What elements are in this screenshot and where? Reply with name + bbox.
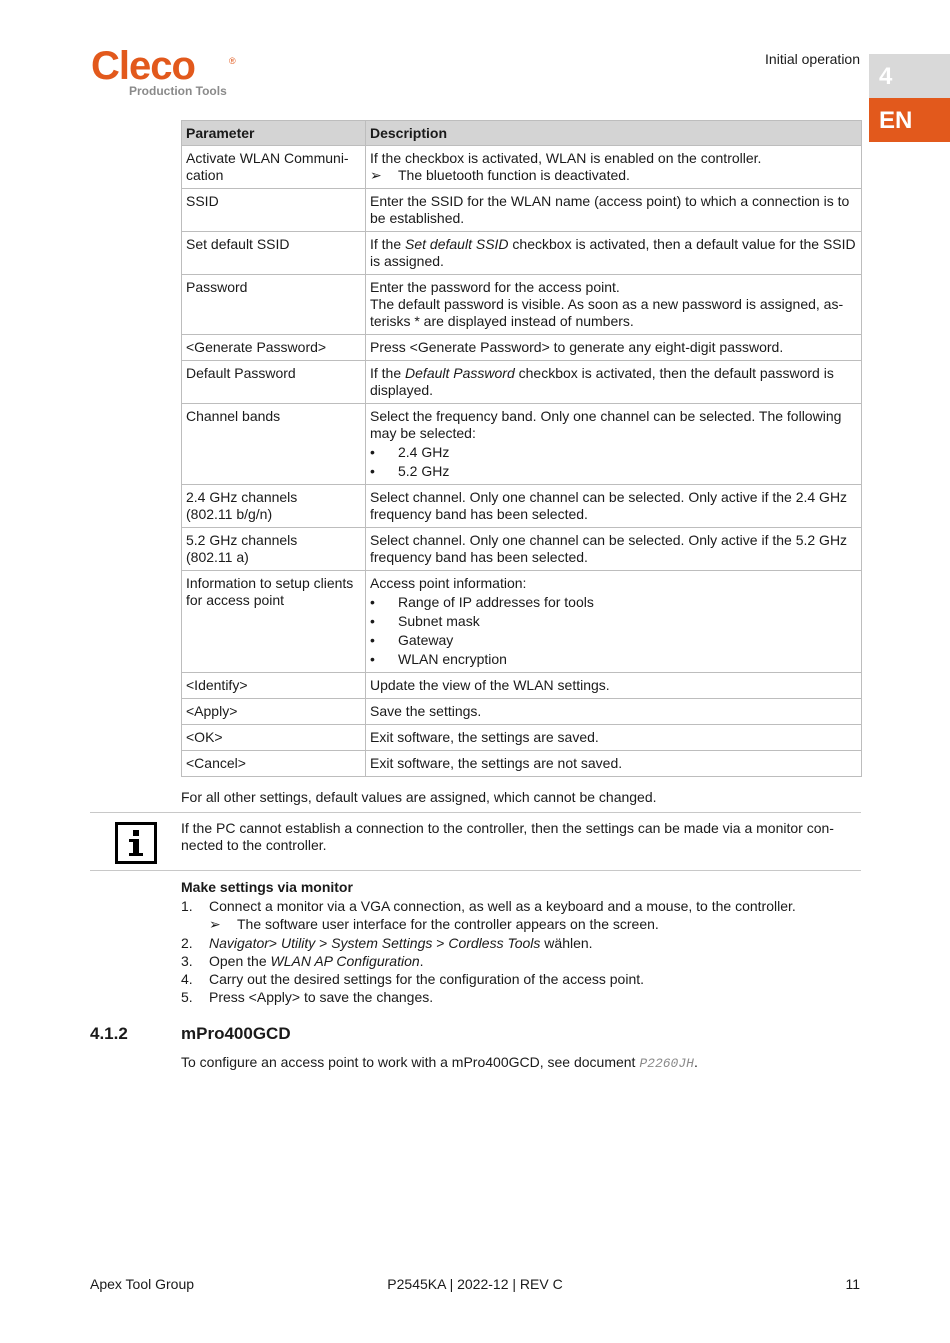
footer-company: Apex Tool Group (90, 1276, 195, 1292)
parameter-name: 2.4 GHz channels (186, 489, 298, 505)
description-cell (366, 189, 862, 232)
parameter-cell (182, 751, 366, 777)
bullet-item: • WLAN encryption (370, 651, 507, 667)
default-values-note: For all other settings, default values are assigned, which cannot be changed. (181, 789, 657, 805)
section-body-end: . (693, 1054, 698, 1070)
step-4 (181, 970, 861, 988)
document-reference-link[interactable]: P2260JH (639, 1056, 694, 1071)
description-cell (366, 725, 862, 751)
parameter-name: Information to setup clients for access point (186, 575, 354, 608)
column-header-description: Description (366, 121, 862, 146)
menu-path-system-settings: System Settings (331, 934, 433, 951)
parameter-cell (182, 699, 366, 725)
bullet-icon: • (370, 444, 375, 460)
table-row (182, 485, 862, 528)
description-text: Select channel. Only one channel can be selected. Only active if the 5.2 GHz frequency band has been selected. (370, 532, 848, 565)
step-text-post: . (419, 952, 424, 969)
parameter-cell (182, 571, 366, 673)
table-row (182, 146, 862, 189)
description-text: The default password is visible. As soon as a new password is assigned, as-terisks * are displayed instead of numbers. (370, 296, 844, 329)
checkbox-name: Set default SSID (405, 236, 509, 252)
bullet-icon: • (370, 613, 375, 629)
description-text: Enter the SSID for the WLAN name (access point) to which a connection is to be established. (370, 193, 850, 226)
bullet-icon: • (370, 651, 375, 667)
bullet-item: • 5.2 GHz (370, 463, 450, 479)
result-arrow-icon: ➢ (209, 916, 221, 933)
divider-bottom (90, 870, 861, 871)
description-cell (366, 673, 862, 699)
table-row (182, 528, 862, 571)
parameter-cell (182, 189, 366, 232)
parameter-name: Password (186, 279, 248, 295)
step-2 (181, 934, 861, 952)
step-text: Connect a monitor via a VGA connection, as well as a keyboard and a mouse, to the controller. (209, 898, 796, 914)
menu-path-separator: > (432, 934, 449, 951)
section-title: mPro400GCD (181, 1024, 291, 1043)
step-1 (181, 897, 861, 915)
description-cell (366, 146, 862, 189)
table-row (182, 189, 862, 232)
bullet-item: • Subnet mask (370, 613, 480, 629)
divider-top (90, 812, 861, 813)
step-number: 4. (181, 971, 193, 988)
description-cell (366, 404, 862, 485)
parameter-cell (182, 673, 366, 699)
description-text: If the Set default SSID checkbox is activated, then a default value for the SSID is assigned. (370, 236, 856, 269)
bullet-icon: • (370, 594, 375, 610)
bullet-icon: • (370, 632, 375, 648)
table-header-row (182, 121, 862, 146)
parameter-cell (182, 404, 366, 485)
description-cell (366, 699, 862, 725)
description-cell (366, 335, 862, 361)
language-tab: EN (869, 98, 950, 142)
menu-path-cordless-tools: Cordless Tools (448, 934, 541, 951)
parameter-table (181, 120, 862, 777)
parameter-name: SSID (186, 193, 219, 209)
description-text: If the checkbox is activated, WLAN is enabled on the controller. (370, 150, 762, 166)
step-text: Press <Apply> to save the changes. (209, 989, 434, 1006)
step-number: 2. (181, 934, 193, 951)
description-text: Update the view of the WLAN settings. (370, 677, 610, 693)
step-number: 5. (181, 989, 193, 1006)
logo-tagline: Production Tools (129, 84, 227, 98)
table-row (182, 275, 862, 335)
description-text: Press <Generate Password> to generate any eight-digit password. (370, 339, 784, 355)
parameter-name: <Apply> (186, 703, 238, 719)
table-row (182, 404, 862, 485)
step-number: 1. (181, 898, 193, 914)
description-text: Access point information: (370, 575, 527, 591)
table-row (182, 673, 862, 699)
header-section-title: Initial operation (765, 51, 860, 67)
bullet-item: • 2.4 GHz (370, 444, 450, 460)
table-row (182, 335, 862, 361)
procedure-steps (181, 897, 861, 1007)
parameter-name: 5.2 GHz channels (186, 532, 298, 548)
description-cell (366, 571, 862, 673)
menu-path-separator: > (315, 934, 332, 951)
step-5 (181, 988, 861, 1006)
parameter-name: Default Password (186, 365, 296, 381)
description-text: Exit software, the settings are saved. (370, 729, 599, 745)
step-number: 3. (181, 952, 193, 969)
description-text: Select channel. Only one channel can be selected. Only active if the 2.4 GHz frequency band has been selected. (370, 489, 848, 522)
step-1-result (181, 915, 861, 933)
result-line: ➢ The bluetooth function is deactivated. (370, 167, 630, 183)
section-number: 4.1.2 (90, 1024, 128, 1043)
result-arrow-icon: ➢ (370, 167, 382, 183)
menu-path-utility: Utility (281, 934, 316, 951)
chapter-tab: 4 (869, 54, 950, 98)
step-3 (181, 952, 861, 970)
description-cell (366, 485, 862, 528)
description-text: Enter the password for the access point. (370, 279, 620, 295)
parameter-cell (182, 232, 366, 275)
cleco-logo (91, 44, 241, 100)
info-note-text: If the PC cannot establish a connection to the controller, then the settings can be made via a monitor con-nected to the controller. (181, 820, 834, 853)
info-icon (115, 822, 157, 864)
table-row (182, 751, 862, 777)
footer-document-id: P2545KA | 2022-12 | REV C (387, 1276, 563, 1292)
parameter-cell (182, 361, 366, 404)
parameter-name: Set default SSID (186, 236, 290, 252)
parameter-name: <Generate Password> (186, 339, 327, 355)
parameter-name: (802.11 b/g/n) (186, 506, 273, 522)
step-text: Carry out the desired settings for the configuration of the access point. (209, 971, 645, 988)
logo-registered-mark: ® (229, 56, 236, 66)
table-row (182, 232, 862, 275)
table-row (182, 571, 862, 673)
step-text-pre: Open the (209, 952, 271, 969)
description-cell (366, 751, 862, 777)
description-text: Save the settings. (370, 703, 482, 719)
step-result-text: The software user interface for the controller appears on the screen. (237, 916, 659, 933)
checkbox-name: Default Password (405, 365, 515, 381)
procedure-heading: Make settings via monitor (181, 879, 353, 895)
parameter-name: Activate WLAN Communi- (186, 150, 349, 166)
description-cell (366, 232, 862, 275)
description-cell (366, 528, 862, 571)
parameter-cell (182, 485, 366, 528)
menu-path-navigator: Navigator (209, 934, 269, 951)
wlan-ap-configuration-ref: WLAN AP Configuration (270, 952, 420, 969)
parameter-name: Channel bands (186, 408, 281, 424)
description-text: Exit software, the settings are not saved. (370, 755, 623, 771)
table-row (182, 361, 862, 404)
table-row (182, 699, 862, 725)
parameter-cell (182, 725, 366, 751)
table-body (182, 146, 862, 777)
parameter-name: <Identify> (186, 677, 248, 693)
bullet-item: • Range of IP addresses for tools (370, 594, 594, 610)
bullet-icon: • (370, 463, 375, 479)
section-body-text: To configure an access point to work with a mPro400GCD, see document (181, 1054, 640, 1070)
section-body (181, 1054, 698, 1071)
parameter-cell (182, 275, 366, 335)
parameter-name: <OK> (186, 729, 223, 745)
parameter-name: cation (186, 167, 224, 183)
menu-path-separator: > (268, 934, 281, 951)
parameter-name: <Cancel> (186, 755, 246, 771)
column-header-parameter: Parameter (182, 121, 366, 146)
parameter-cell (182, 146, 366, 189)
description-cell (366, 361, 862, 404)
parameter-cell (182, 335, 366, 361)
description-text: If the Default Password checkbox is activated, then the default password is displayed. (370, 365, 834, 398)
description-cell (366, 275, 862, 335)
logo-wordmark: Cleco (91, 44, 195, 88)
footer-page-number: 11 (845, 1276, 860, 1292)
bullet-item: • Gateway (370, 632, 454, 648)
parameter-name: (802.11 a) (186, 549, 249, 565)
step-text-tail: wählen. (540, 934, 593, 951)
table-row (182, 725, 862, 751)
parameter-cell (182, 528, 366, 571)
description-text: Select the frequency band. Only one channel can be selected. The following may be selected: (370, 408, 842, 441)
